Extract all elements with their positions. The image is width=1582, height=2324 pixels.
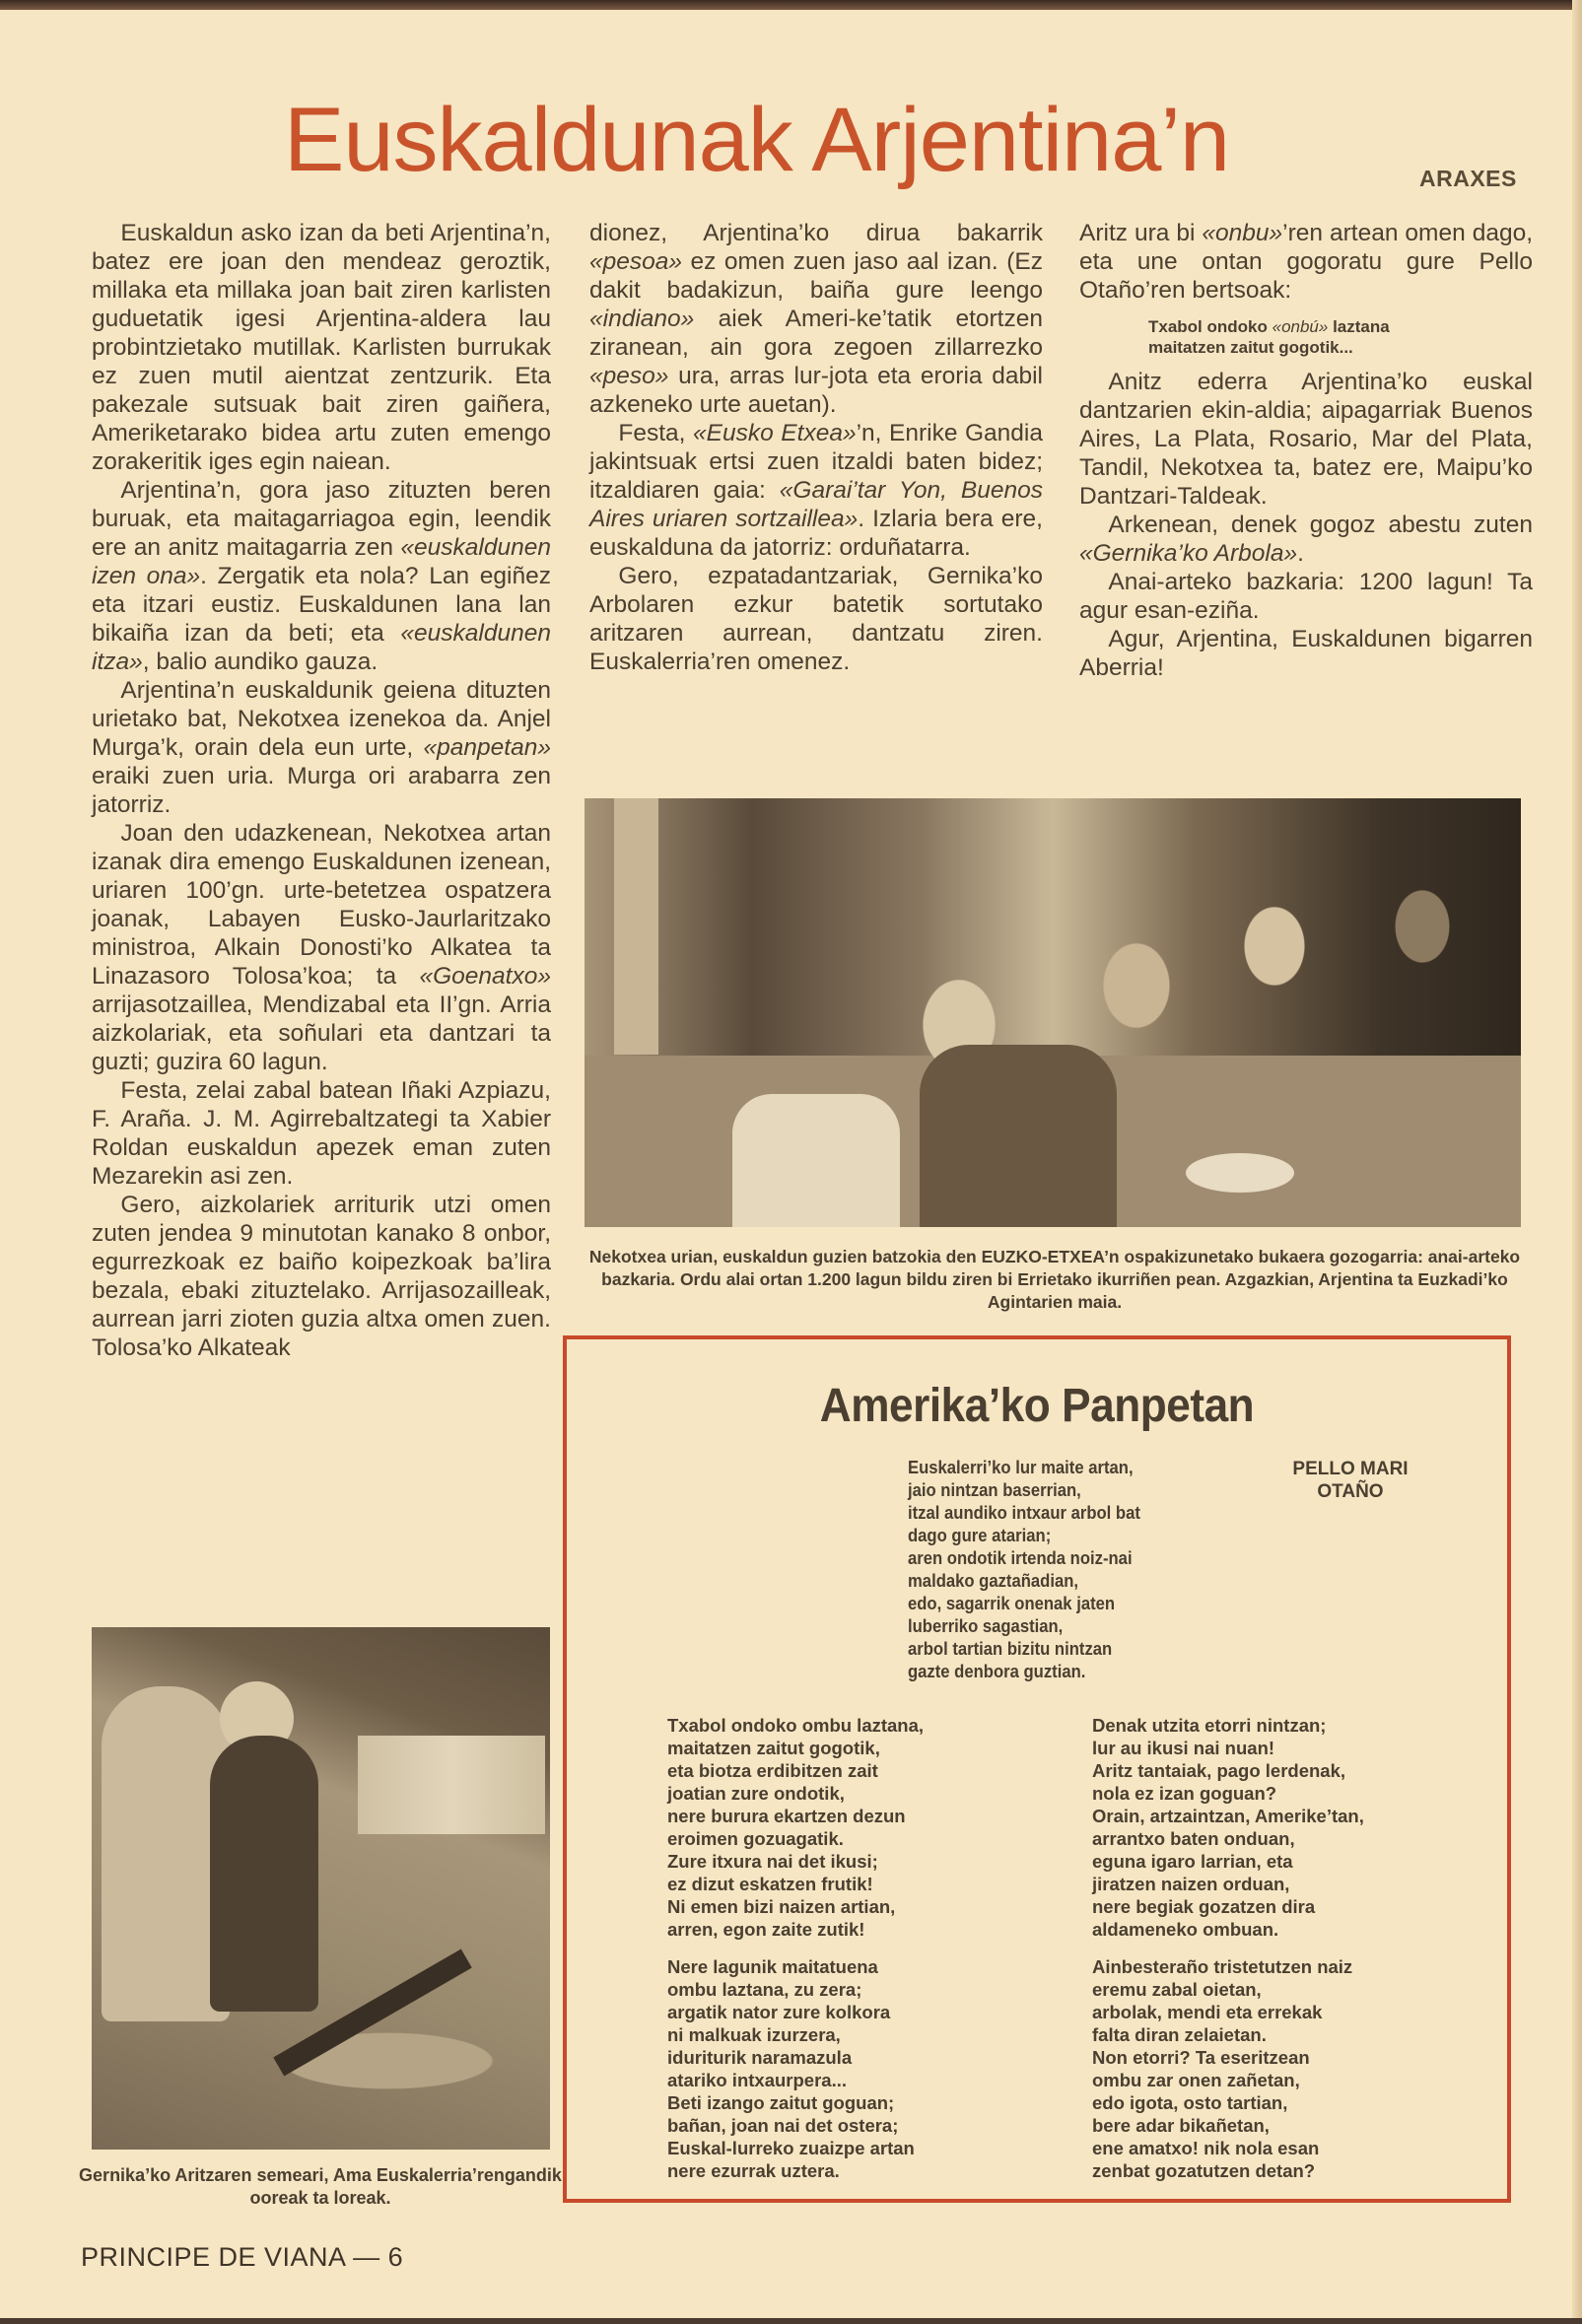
poem-line: ombu laztana, zu zera;: [667, 1979, 862, 2000]
text-run: Arjentina’n, gora jaso zituzten beren buruak, eta maitagarriagoa egin, leendik ere an anitz maitagarria zen: [92, 477, 551, 561]
poem-line: aldameneko ombuan.: [1092, 1919, 1279, 1940]
photo-woman-figure: [732, 1094, 900, 1227]
poem-line: Euskalerri’ko lur maite artan,: [908, 1457, 1134, 1477]
poem-line: nere ezurrak uztera.: [667, 2160, 840, 2181]
quoted-term: «indiano»: [589, 306, 695, 332]
poem-line: arbolak, mendi eta errekak: [1092, 2002, 1323, 2022]
article-paragraph: [1079, 568, 1533, 625]
poem-line: falta diran zelaietan.: [1092, 2024, 1267, 2045]
poem-line: arbol tartian bizitu nintzan: [908, 1638, 1113, 1659]
quoted-term: «Gernika’ko Arbola»: [1079, 540, 1298, 567]
poem-line: ez dizut eskatzen frutik!: [667, 1874, 873, 1894]
poem-line: Ainbesteraño tristetutzen naiz: [1092, 1956, 1353, 1977]
photo-crowd: [358, 1736, 545, 1834]
article-headline: Euskaldunak Arjentina’n: [284, 90, 1229, 190]
quoted-term: «pesoa»: [589, 248, 683, 275]
page-footer: PRINCIPE DE VIANA — 6: [81, 2242, 404, 2272]
column-3-intro: [1079, 219, 1533, 305]
quoted-term: «peso»: [589, 363, 669, 389]
poem-line: jiratzen naizen orduan,: [1092, 1874, 1290, 1894]
poem-line: nere burura ekartzen dezun: [667, 1806, 906, 1826]
article-paragraph: [1079, 511, 1533, 568]
poem-line: ombu zar onen zañetan,: [1092, 2070, 1300, 2090]
poem-line: Beti izango zaitut goguan;: [667, 2092, 895, 2113]
poem-line: aren ondotik irtenda noiz-nai: [908, 1547, 1133, 1568]
photo-plate: [1186, 1153, 1294, 1193]
poem-line: ene amatxo! nik nola esan: [1092, 2138, 1320, 2158]
poem-stanza: [667, 1955, 915, 2182]
quoted-term: «Goenatxo»: [419, 963, 551, 990]
poem-stanza: [1092, 1714, 1364, 1941]
poem-line: iduriturik naramazula: [667, 2047, 853, 2068]
quoted-term: «Garai’tar Yon, Buenos Aires uriaren sortzaillea»: [589, 477, 1043, 532]
poem-line: lur au ikusi nai nuan!: [1092, 1738, 1275, 1758]
quoted-term: «euskaldunen izen ona»: [92, 534, 551, 589]
page-top-edge: [0, 0, 1582, 10]
article-paragraph: [1079, 219, 1533, 305]
article-paragraph: [92, 1191, 551, 1362]
poem-line: Non etorri? Ta eseritzean: [1092, 2047, 1310, 2068]
text-run: Arjentina’n euskaldunik geiena dituzten urietako bat, Nekotxea izenekoa da. Anjel Murga’k, orain dela eun urte,: [92, 677, 551, 761]
text-run: Euskaldun asko izan da beti Arjentina’n, batez ere joan den mendeaz geroztik, millaka eta millaka joan bait ziren karlisten guduetatik igesi Arjentina-aldera lau probintzietako mutillak. Karlisten burrukak ez zuen mutil aientzat zentzurik. Eta pakezale sutsuak bait ziren gaiñera, Ameriketarako bidea artu zuten emengo zorakeritik iges egin naiean.: [92, 220, 551, 475]
poem-line: ni malkuak izurzera,: [667, 2024, 841, 2045]
poem-line: Denak utzita etorri nintzan;: [1092, 1715, 1327, 1736]
pullquote-line-2: maitatzen zaitut gogotik...: [1148, 338, 1353, 357]
poem-line: joatian zure ondotik,: [667, 1783, 845, 1804]
poem-line: nola ez izan goguan?: [1092, 1783, 1277, 1804]
poem-line: maldako gaztañadian,: [908, 1570, 1079, 1591]
poem-box: [563, 1335, 1511, 2203]
article-column-1: [92, 219, 551, 1362]
article-column-2: [589, 219, 1043, 676]
poem-line: luberriko sagastian,: [908, 1615, 1064, 1636]
dinner-photo-caption: Nekotxea urian, euskaldun guzien batzokia den EUZKO-ETXEA’n ospakizunetako bukaera gozogarria: anai-arteko bazkaria. Ordu alai ortan 1.200 lagun bildu ziren bi Errietako ikurriñen pean. Azgazkian, Arjentina ta Euzkadi’ko Agintarien maia.: [588, 1247, 1521, 1312]
poem-line: atariko intxaurpera...: [667, 2070, 847, 2090]
poem-line: eta biotza erdibitzen zait: [667, 1760, 878, 1781]
poem-line: nere begiak gozatzen dira: [1092, 1896, 1316, 1917]
text-run: Agur, Arjentina, Euskaldunen bigarren Aberria!: [1079, 626, 1533, 681]
article-paragraph: [589, 419, 1043, 562]
photo-curtain: [614, 798, 658, 1055]
text-run: Festa, zelai zabal batean Iñaki Azpiazu, F. Araña. J. M. Agirrebaltzategi ta Xabier Roldan euskaldun apezek eman zuten Mezarekin asi zen.: [92, 1077, 551, 1190]
article-paragraph: [1079, 625, 1533, 682]
poem-title: Amerika’ko Panpetan: [819, 1380, 1255, 1432]
poem-author: PELLO MARI OTAÑO: [1292, 1459, 1409, 1502]
text-run: ura, arras lur-jota eta eroria dabil azkeneko urte auetan).: [589, 363, 1043, 418]
text-run: .: [1297, 540, 1304, 567]
poem-line: Aritz tantaiak, pago lerdenak,: [1092, 1760, 1346, 1781]
page-bottom-edge: [0, 2318, 1582, 2324]
dinner-photo: [585, 798, 1521, 1227]
poem-line: itzal aundiko intxaur arbol bat: [908, 1502, 1140, 1523]
page-right-edge: [1572, 0, 1582, 2324]
poem-line: Ni emen bizi naizen artian,: [667, 1896, 896, 1917]
text-run: Arkenean, denek gogoz abestu zuten: [1108, 512, 1533, 538]
poem-stanza: [667, 1714, 924, 1941]
poem-line: Txabol ondoko ombu laztana,: [667, 1715, 925, 1736]
pullquote-line-1: Txabol ondoko «onbú» laztana: [1148, 317, 1390, 336]
article-column-3: [1079, 219, 1533, 682]
poem-line: eroimen gozuagatik.: [667, 1828, 844, 1849]
article-paragraph: [92, 819, 551, 1076]
article-paragraph: [92, 476, 551, 676]
poem-line: argatik nator zure kolkora: [667, 2002, 891, 2022]
poem-stanza: [1092, 1955, 1352, 2182]
poem-line: eguna igaro larrian, eta: [1092, 1851, 1293, 1872]
poem-line: zenbat gozatutzen detan?: [1092, 2160, 1316, 2181]
poem-line: arrantxo baten onduan,: [1092, 1828, 1295, 1849]
poem-line: edo igota, osto tartian,: [1092, 2092, 1288, 2113]
article-paragraph: [1079, 368, 1533, 511]
poem-line: maitatzen zaitut gogotik,: [667, 1738, 880, 1758]
poem-line: bere adar bikañetan,: [1092, 2115, 1270, 2136]
tree-planting-photo: [92, 1627, 550, 2150]
article-paragraph: [589, 219, 1043, 419]
quoted-term: «panpetan»: [423, 734, 551, 761]
poem-stanza: [908, 1456, 1140, 1682]
quoted-term: «onbu»: [1202, 220, 1283, 246]
text-run: Joan den udazkenean, Nekotxea artan izanak dira emengo Euskaldunen izenean, uriaren 100’gn. urte-betetzea ospatzera joanak, Labayen Eusko-Jaurlaritzako ministroa, Alkain Donosti’ko Alkatea ta Linazasoro Tolosa’koa; ta: [92, 820, 551, 990]
quoted-term: «euskaldunen itza»: [92, 620, 551, 675]
text-run: Gero, ezpatadantzariak, Gernika’ko Arbolaren ezkur batetik sortutako aritzaren aurrean, dantzatu ziren. Euskalerria’ren omenez.: [589, 563, 1043, 675]
article-author: ARAXES: [1419, 166, 1517, 191]
poem-line: Zure itxura nai det ikusi;: [667, 1851, 878, 1872]
text-run: Anai-arteko bazkaria: 1200 lagun! Ta agur esan-eziña.: [1079, 569, 1533, 624]
poem-line: dago gure atarian;: [908, 1525, 1052, 1545]
text-run: Gero, aizkolariek arriturik utzi omen zuten jendea 9 minutotan kanako 8 onbor, egurrezkoak ez baiño koipezkoak ba’lira bezala, ebaki zituztelako. Arrijasozailleak, aurrean jarri zioten guzia altxa omen zuen. Tolosa’ko Alkateak: [92, 1192, 551, 1361]
tree-photo-caption: Gernika’ko Aritzaren semeari, Ama Euskalerria’rengandik ooreak ta loreak.: [79, 2165, 562, 2208]
quoted-term: «Eusko Etxea»: [693, 420, 857, 446]
poem-line: gazte denbora guztian.: [908, 1661, 1086, 1681]
text-run: . Zergatik eta nola? Lan egiñez eta itzari eustiz. Euskaldunen lana lan bikaiña izan da beti; eta: [92, 563, 551, 647]
text-run: Festa,: [618, 420, 694, 446]
text-run: ’n, Enrike Gandia jakintsuak ertsi zuen itzaldi baten bidez; itzaldiaren gaia:: [589, 420, 1043, 504]
poem-line: arren, egon zaite zutik!: [667, 1919, 865, 1940]
photo-man-dark-coat: [210, 1736, 318, 2012]
poem-line: bañan, joan nai det ostera;: [667, 2115, 899, 2136]
text-run: ez omen zuen jaso aal izan. (Ez dakit badakizun, baiña gure leengo: [589, 248, 1043, 304]
text-run: , balio aundiko gauza.: [142, 649, 378, 675]
text-run: ’ren artean omen dago, eta une ontan gogoratu gure Pello Otaño’ren bertsoak:: [1079, 220, 1534, 304]
pullquote: [1148, 316, 1533, 358]
poem-line: eremu zabal oietan,: [1092, 1979, 1262, 2000]
text-run: dionez, Arjentina’ko dirua bakarrik: [589, 220, 1043, 246]
poem-line: jaio nintzan baserrian,: [908, 1479, 1081, 1500]
poem-line: Euskal-lurreko zuaizpe artan: [667, 2138, 915, 2158]
text-run: arrijasotzaillea, Mendizabal eta II’gn. Arria aizkolariak, eta soñulari eta dantzari ta guzti; guzira 60 lagun.: [92, 991, 551, 1075]
column-3-body: [1079, 368, 1533, 682]
article-paragraph: [92, 219, 551, 476]
poem-line: edo, sagarrik onenak jaten: [908, 1593, 1116, 1613]
poem-line: Nere lagunik maitatuena: [667, 1956, 878, 1977]
poem-line: Orain, artzaintzan, Amerike’tan,: [1092, 1806, 1364, 1826]
text-run: . Izlaria bera ere, euskalduna da jatorriz: orduñatarra.: [589, 506, 1043, 561]
article-paragraph: [92, 676, 551, 819]
photo-man-figure: [920, 1045, 1117, 1227]
text-run: eraiki zuen uria. Murga ori arabarra zen jatorriz.: [92, 763, 551, 818]
article-paragraph: [92, 1076, 551, 1191]
text-run: aiek Ameri-ke’tatik etortzen ziranean, ain gora zegoen zillarrezko: [589, 306, 1043, 361]
text-run: Aritz ura bi: [1079, 220, 1203, 246]
text-run: Anitz ederra Arjentina’ko euskal dantzarien ekin-aldia; aipagarriak Buenos Aires, La Plata, Rosario, Mar del Plata, Tandil, Nekotxea ta, batez ere, Maipu’ko Dantzari-Taldeak.: [1079, 369, 1533, 510]
article-paragraph: [589, 562, 1043, 676]
